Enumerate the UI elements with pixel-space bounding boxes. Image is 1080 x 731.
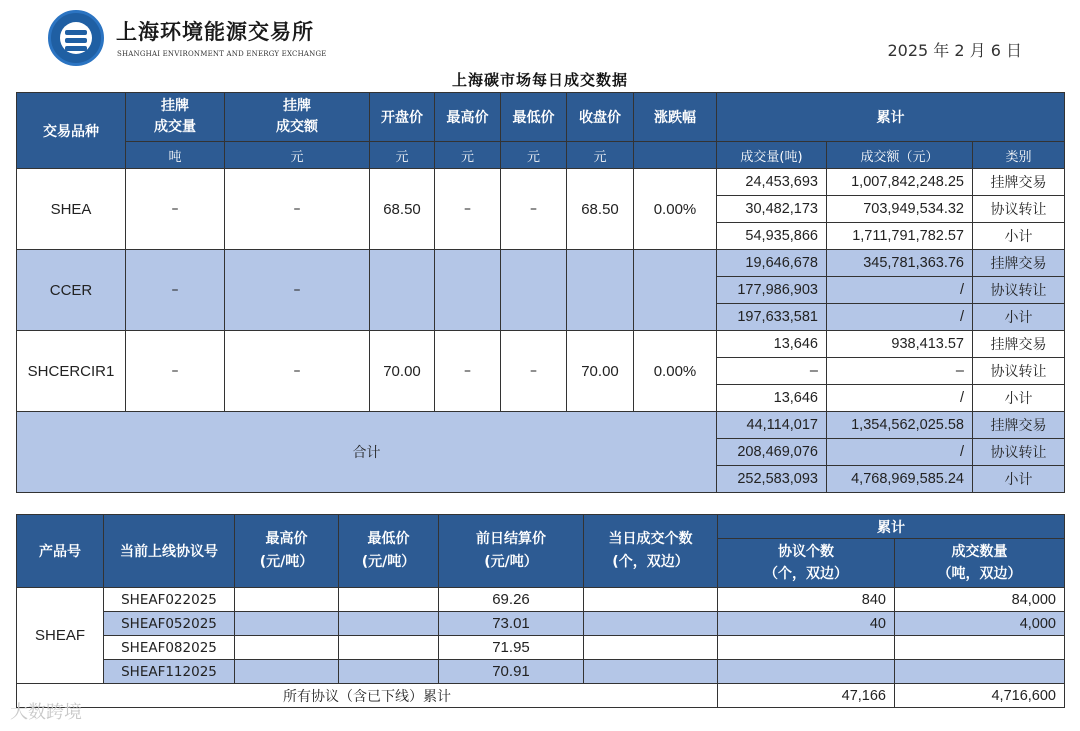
cum-volume: 44,114,017 [717, 412, 827, 439]
watermark-text: 大数跨境 [10, 702, 82, 723]
header-high: 最高价 [435, 93, 501, 142]
open-price [370, 250, 435, 331]
cum-count: 40 [718, 612, 895, 636]
header-listed-volume: 挂牌 成交量 [126, 93, 225, 142]
low-price [339, 636, 439, 660]
table-row [17, 250, 1065, 277]
close-price: 68.50 [567, 169, 634, 250]
header-open: 开盘价 [370, 93, 435, 142]
low-price [339, 612, 439, 636]
cum-volume: 177,986,903 [717, 277, 827, 304]
cum-amount: / [827, 385, 973, 412]
settle-price: 71.95 [439, 636, 584, 660]
table-row [17, 636, 1065, 660]
low-price [339, 588, 439, 612]
header-low: 最低价 (元/吨） [339, 515, 439, 588]
low-price [339, 660, 439, 684]
header-cum-qty: 成交数量 （吨，双边） [895, 539, 1065, 588]
header-cumulative: 累计 [717, 93, 1065, 142]
total-label: 合计 [17, 412, 717, 493]
listed-volume: – [126, 331, 225, 412]
report-title: 上海碳市场每日成交数据 [451, 71, 628, 89]
close-price: 70.00 [567, 331, 634, 412]
cum-count: 840 [718, 588, 895, 612]
cum-type: 挂牌交易 [973, 412, 1065, 439]
listed-volume: – [126, 169, 225, 250]
cum-qty: 84,000 [895, 588, 1065, 612]
table-row [17, 684, 1065, 708]
cum-type: 协议转让 [973, 196, 1065, 223]
logo-stripe [65, 46, 87, 51]
price-change: 0.00% [634, 169, 717, 250]
report-date: 2025 年 2 月 6 日 [887, 41, 1022, 60]
cum-type: 小计 [973, 223, 1065, 250]
listed-amount: – [225, 331, 370, 412]
unit-yuan: 元 [501, 142, 567, 169]
header-change: 涨跌幅 [634, 93, 717, 142]
cum-amount: – [827, 358, 973, 385]
contract-code: SHEAF112025 [104, 660, 235, 684]
contract-code: SHEAF082025 [104, 636, 235, 660]
day-count [584, 588, 718, 612]
cum-volume: 54,935,866 [717, 223, 827, 250]
low-price [501, 250, 567, 331]
cum-amount: 4,768,969,585.24 [827, 466, 973, 493]
day-count [584, 612, 718, 636]
table-row [17, 412, 1065, 439]
unit-yuan: 元 [435, 142, 501, 169]
table-row [17, 588, 1065, 612]
cum-volume: 252,583,093 [717, 466, 827, 493]
variety-name: CCER [17, 250, 126, 331]
listed-volume: – [126, 250, 225, 331]
unit-yuan: 元 [370, 142, 435, 169]
settle-price: 69.26 [439, 588, 584, 612]
open-price: 68.50 [370, 169, 435, 250]
cum-type: 挂牌交易 [973, 169, 1065, 196]
org-name-en: SHANGHAI ENVIRONMENT AND ENERGY EXCHANGE [117, 50, 327, 58]
high-price [235, 612, 339, 636]
listed-amount: – [225, 250, 370, 331]
high-price: – [435, 169, 501, 250]
cum-amount: / [827, 439, 973, 466]
cum-count [718, 660, 895, 684]
high-price: – [435, 331, 501, 412]
total-label: 所有协议（含已下线）累计 [17, 684, 718, 708]
cum-amount: / [827, 277, 973, 304]
variety-name: SHCERCIR1 [17, 331, 126, 412]
day-count [584, 660, 718, 684]
cum-amount: 1,711,791,782.57 [827, 223, 973, 250]
cum-type: 协议转让 [973, 277, 1065, 304]
header-close: 收盘价 [567, 93, 634, 142]
header-product: 产品号 [17, 515, 104, 588]
header-contract: 当前上线协议号 [104, 515, 235, 588]
variety-name: SHEA [17, 169, 126, 250]
cum-type: 小计 [973, 304, 1065, 331]
cum-count [718, 636, 895, 660]
settle-price: 73.01 [439, 612, 584, 636]
close-price [567, 250, 634, 331]
cum-type: 挂牌交易 [973, 331, 1065, 358]
high-price [235, 588, 339, 612]
low-price: – [501, 331, 567, 412]
cum-type: 协议转让 [973, 439, 1065, 466]
cum-amount: 1,007,842,248.25 [827, 169, 973, 196]
cum-amount: 938,413.57 [827, 331, 973, 358]
cum-volume: 197,633,581 [717, 304, 827, 331]
cum-qty: 4,000 [895, 612, 1065, 636]
cum-qty [895, 636, 1065, 660]
cum-volume: 13,646 [717, 331, 827, 358]
header-low: 最低价 [501, 93, 567, 142]
header-cum-type: 类别 [973, 142, 1065, 169]
cum-amount: 1,354,562,025.58 [827, 412, 973, 439]
table-row [17, 660, 1065, 684]
unit-yuan: 元 [225, 142, 370, 169]
total-count: 47,166 [718, 684, 895, 708]
product-code: SHEAF [17, 588, 104, 684]
high-price [235, 636, 339, 660]
header-cumulative: 累计 [718, 515, 1065, 539]
header-listed-amount: 挂牌 成交额 [225, 93, 370, 142]
cum-type: 挂牌交易 [973, 250, 1065, 277]
cum-type: 小计 [973, 466, 1065, 493]
header-cum-amount: 成交额（元） [827, 142, 973, 169]
forward-contract-table [16, 514, 1065, 708]
logo-stripe [65, 38, 87, 43]
table-row [17, 331, 1065, 358]
unit-empty [634, 142, 717, 169]
cum-type: 小计 [973, 385, 1065, 412]
header-high: 最高价 (元/吨） [235, 515, 339, 588]
spot-trading-table [16, 92, 1065, 493]
logo-stripe [65, 30, 87, 35]
cum-volume: 24,453,693 [717, 169, 827, 196]
header-variety: 交易品种 [17, 93, 126, 169]
listed-amount: – [225, 169, 370, 250]
header-cum-volume: 成交量(吨) [717, 142, 827, 169]
header-day-count: 当日成交个数 (个，双边） [584, 515, 718, 588]
cum-amount: 703,949,534.32 [827, 196, 973, 223]
contract-code: SHEAF052025 [104, 612, 235, 636]
cum-qty [895, 660, 1065, 684]
cum-volume: 30,482,173 [717, 196, 827, 223]
cum-volume: – [717, 358, 827, 385]
day-count [584, 636, 718, 660]
table-row [17, 169, 1065, 196]
unit-yuan: 元 [567, 142, 634, 169]
open-price: 70.00 [370, 331, 435, 412]
low-price: – [501, 169, 567, 250]
table-row [17, 612, 1065, 636]
contract-code: SHEAF022025 [104, 588, 235, 612]
cum-volume: 208,469,076 [717, 439, 827, 466]
header-settle: 前日结算价 (元/吨） [439, 515, 584, 588]
cum-amount: / [827, 304, 973, 331]
cum-volume: 19,646,678 [717, 250, 827, 277]
cum-amount: 345,781,363.76 [827, 250, 973, 277]
exchange-logo [48, 10, 104, 66]
cum-type: 协议转让 [973, 358, 1065, 385]
high-price [435, 250, 501, 331]
settle-price: 70.91 [439, 660, 584, 684]
price-change: 0.00% [634, 331, 717, 412]
price-change [634, 250, 717, 331]
unit-ton: 吨 [126, 142, 225, 169]
header-cum-count: 协议个数 （个，双边） [718, 539, 895, 588]
high-price [235, 660, 339, 684]
org-name-cn: 上海环境能源交易所 [116, 19, 314, 44]
cum-volume: 13,646 [717, 385, 827, 412]
total-qty: 4,716,600 [895, 684, 1065, 708]
